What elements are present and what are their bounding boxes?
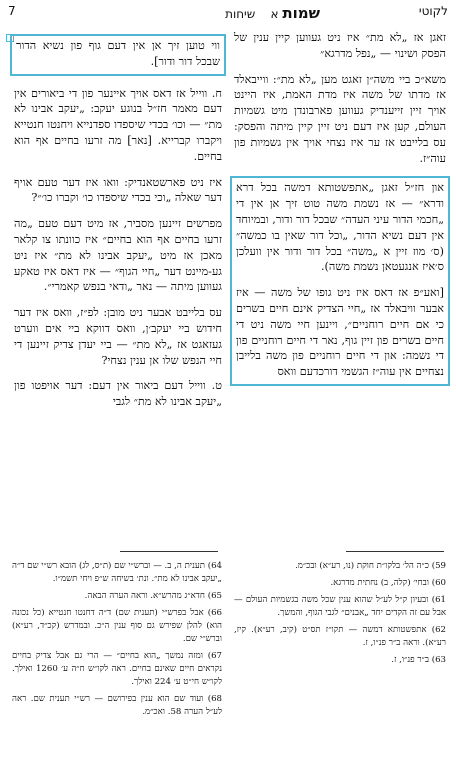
left-box-text: ווי טוען זיך אן אין דעם גוף פון נשיא הדור שבכל דור ודור]. (16, 39, 220, 68)
footnote: 66) אבל בפרש״י (תענית שם) ד״ה דחנטו חנטייא (כל נכונה הוא) להלן שפירש גם סוף ענין ה״כ. ובמדרש (קכ״ד, רע״א) וברש״י שם. (12, 608, 222, 644)
footnotes-left (12, 560, 222, 723)
left-paragraph-5: ט. ווייל דעם ביאור אין דעם: דער אויפטו פון „יעקב אבינו לא מת״ לגבי (14, 379, 222, 409)
left-paragraph-4: עס בלייבט אבער ניט מובן: לפ״ז, וואס איז דער חידוש ביי יעקב׳ן, וואס דווקא ביי אים ווערט געזאגט אז „לא מת״ — ביי יעדן צדיק זיינען די חיי הנפש שלו אן ענין נצחי? (14, 306, 222, 367)
footnotes-right (234, 560, 446, 671)
footnote: 68) ועוד שם הוא ענין בפירושם — רש״י תענית שם. ראה לע״ל הערה 58. ואכ״מ. (12, 694, 222, 717)
left-paragraph-1: ח. ווייל אז דאס אויך איינער פון די ביאורים אין דעם מאמר חז״ל בנוגע יעקב: „יעקב אבינו לא מת״ — וכו׳ בכדי שיספדו ספדנייא ויחנטו חנטייא ויקברו קברייא. [נאר] מה זרעו בחיים אף הוא בחיים. (14, 86, 222, 163)
footnote: 63) ב״ר פנ״ו, ז. (391, 655, 446, 665)
highlight-box-right (230, 176, 450, 386)
footnote: 64) תענית ה, ב. — וברש״י שם (ת״ס, לג) הובא רש״י שם ד״ה „יעקב אבינו לא מת״. ונת׳ בשיחה ש״פ ויחי תשמ״ו. (12, 561, 222, 584)
right-paragraph-4: [ואע״פ אז דאס איז ניט גופו של משה — איז אבער וויבאלד אז „חיי הצדיק אינם חיים בשרים כי אם חיים רוחניים״, ויינען חיי משה ניט די חיים בשרים פון זיין גוף, נאר די חיים רוחניים פון די נשמה: און די חיים רוחניים פון משה בלייבן נצחיים אין עוה״ז הגשמי דורכדעם וואס (236, 286, 444, 379)
right-paragraph-2: משא״כ ביי משה״ן זאגט מען „לא מת״: ווייבאלד אז מדתו של משה איז מדת האמת, איז היינט אויך זיין זייענדיק געווען פארבונדן מיט גשמיות העולם, קען איז דעם ניט זיין קיין מיתה והפסק: עס בלייבט אז ער איז נצחי אויך אין גשמיות פון עוה״ז. (234, 72, 446, 165)
page-header (8, 4, 448, 22)
footnote: 65) חדא״ג מהרש״א. וראה הערה הבאה. (84, 591, 222, 601)
footnote-divider-left (120, 551, 218, 552)
page-number: 7 (8, 4, 16, 18)
right-paragraph-1: זאגן אז „לא מת״ איז ניט געווען קיין ענין של הפסק ושינוי — „נפל מדרגא״ (234, 31, 446, 60)
header-center-plain: שיחות (225, 7, 256, 21)
footnote: 60) ובחי׳ (קלה, ב) נחתית מדרגא. (330, 578, 446, 588)
footnote: 59) כ״ה הל׳ בלקו״ת חוקת (נו, רע״א) ובכ״מ. (295, 561, 446, 571)
header-center-mark: א (270, 7, 279, 21)
right-paragraph-3: און חז״ל זאגן „אתפשטותא דמשה בכל דרא ודרא״ — אז נשמת משה טוט זיך אן אין די „חכמי הדור עיני העדה״ שבכל דור ודור, ובמיוחד אין דעם נשיא הדור, „וכל דור שאין בו כמשה״ (ס׳ מוז זיין א „משה״ בכל דור ודור אין וועלכן ס׳איז אנגעטאן נשמת משה). (236, 181, 444, 274)
left-column (14, 30, 222, 420)
footnote: 67) ומזה נמשך „הוא בחיים״ — הרי גם אבל צדיק בחיים נקראים חיים שאינם בחיים. ראה לקו״ש ח״ה ע׳ 1260 ואילך. לקו״ש חי״ט ע׳ 224 ואילך. (12, 651, 222, 687)
right-column (234, 30, 446, 396)
header-center (225, 4, 320, 22)
header-title: לקוטי (418, 4, 448, 18)
left-paragraph-3: מפרשים זיינען מסביר, אז מיט דעם טעם „מה זרעו בחיים אף הוא בחיים״ איז כוונתו צו קלאר מאכן אז מיט „יעקב אבינו לא מת״ איז ניט גע-מיינט דער „חיי הגוף״ — איז דאס איז טאקע געווען מיתה — נאר „ודאי בנפש קאמרי״. (14, 217, 222, 294)
header-center-bold: שמות (282, 4, 320, 22)
footnote-divider-right (346, 551, 444, 552)
left-paragraph-2: איז ניט פארשטאנדיק: וואו איז דער טעם אויף דער שאלה „וכי בכדי שיספדו כו׳ וקברו כו׳״? (14, 175, 222, 205)
footnote: 62) אתפשטותא דמשה — תקו״ז תס״ט (קיב, רע״א). קיז, רע״א). וראה ב״ר פנ״ו, ז. (234, 625, 446, 648)
highlight-box-left (10, 34, 226, 76)
footnote: 61) ובעיון ק״ל לע״ל שהוא ענין שכל משה בגשמיות העולם — אבל עם זה הקדים יחד „אבנים״ לגבי הגוף, והמשך. (234, 595, 446, 618)
